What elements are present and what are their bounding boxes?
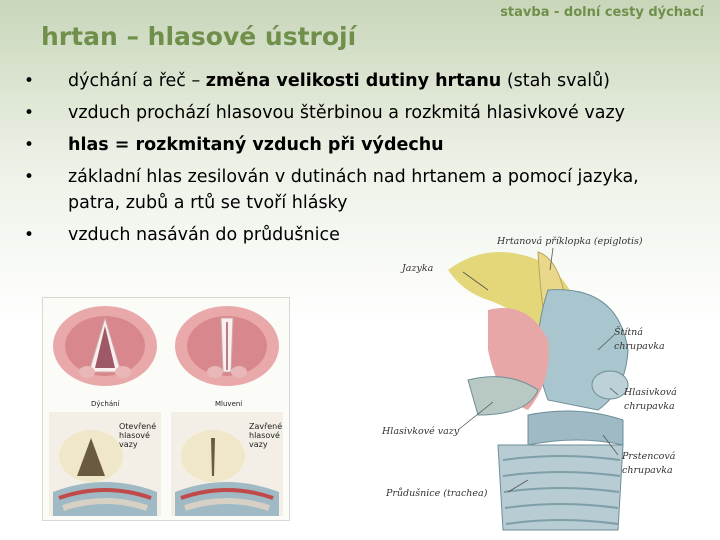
bullet-item — [20, 164, 680, 216]
caption-speaking: Mluvení — [215, 400, 243, 408]
bullet-list — [20, 68, 680, 254]
larynx-figure — [378, 230, 706, 535]
vocal-cords-figure — [42, 297, 290, 521]
bullet-text: vzduch prochází hlasovou štěrbinou a rozkmitá hlasivkové vazy — [68, 103, 625, 123]
caption-closed-cords: Zavřené hlasové vazy — [249, 422, 283, 449]
bullet-item — [20, 100, 680, 126]
bullet-item — [20, 132, 680, 158]
bullet-text: vzduch nasáván do průdušnice — [68, 225, 340, 245]
closed-glottis-illustration — [171, 302, 283, 390]
bullet-text-bold: hlas = rozkmitaný vzduch při výdechu — [68, 135, 444, 155]
label-arytenoid: Hlasivková chrupavka — [624, 387, 677, 412]
bullet-text: (stah svalů) — [501, 71, 610, 91]
bullet-text: dýchání a řeč – — [68, 71, 206, 91]
topic-header: stavba - dolní cesty dýchací — [500, 5, 704, 20]
slide-title: hrtan – hlasové ústrojí — [41, 22, 357, 51]
label-cricoid: Prstencová chrupavka — [622, 451, 676, 476]
open-glottis-illustration — [49, 302, 161, 390]
label-tongue: Jazyka — [402, 263, 434, 274]
label-thyroid: Štítná chrupavka — [614, 327, 665, 352]
label-vocal-folds: Hlasivkové vazy — [382, 426, 460, 437]
label-trachea: Průdušnice (trachea) — [386, 488, 488, 499]
caption-breathing: Dýchání — [91, 400, 120, 408]
bullet-text-bold: změna velikosti dutiny hrtanu — [205, 71, 502, 91]
bullet-item — [20, 68, 680, 94]
label-epiglottis: Hrtanová příklopka (epiglotis) — [497, 236, 643, 247]
bullet-text: základní hlas zesilován v dutinách nad hrtanem a pomocí jazyka, patra, zubů a rtů se tvoří hlásky — [68, 167, 639, 213]
caption-open-cords: Otevřené hlasové vazy — [119, 422, 157, 449]
